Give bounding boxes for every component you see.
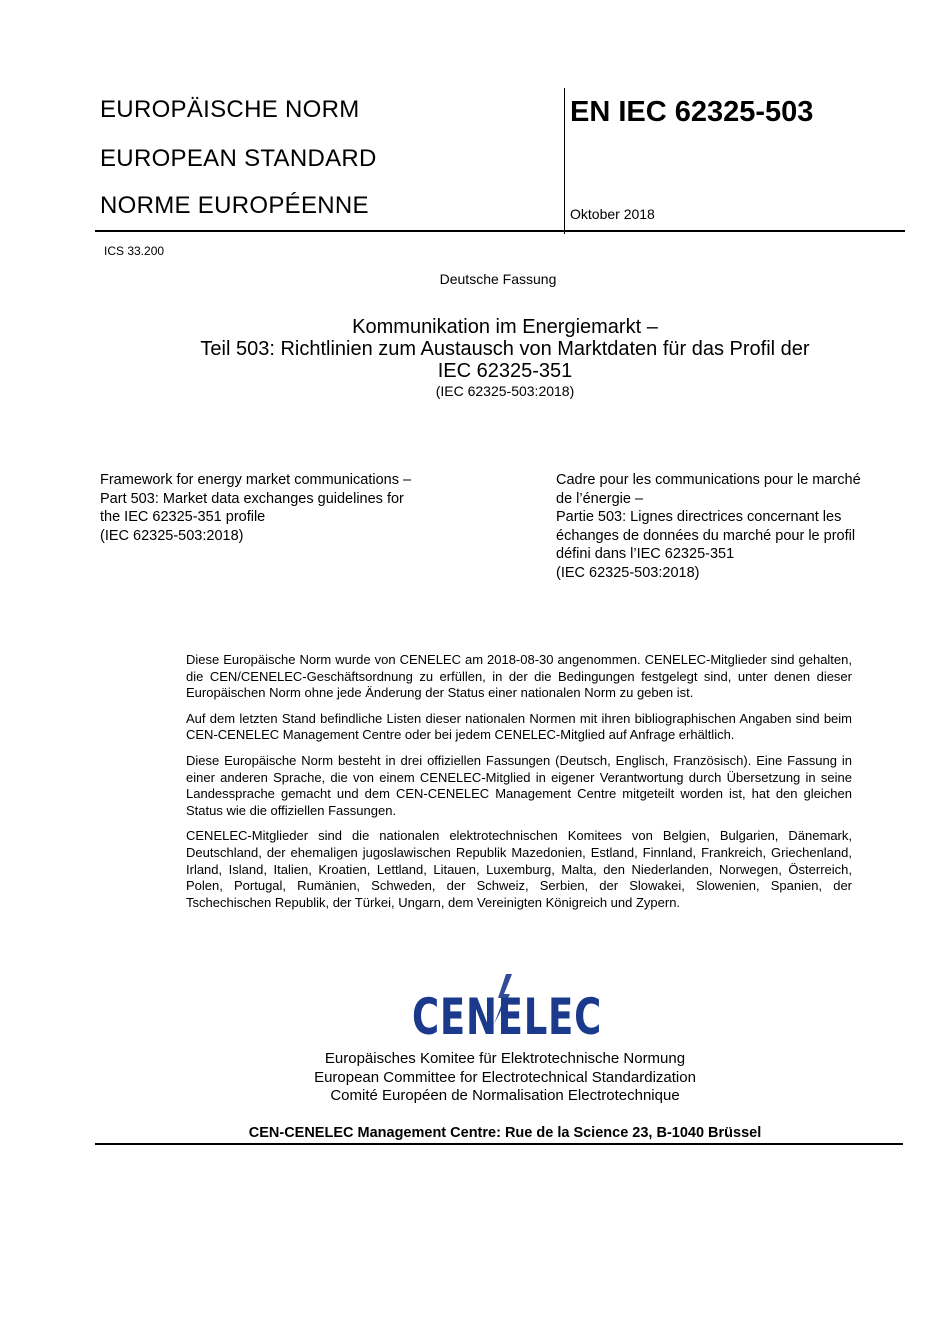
title-fr-line: de l’énergie – [556,490,644,507]
title-en-line: (IEC 62325-503:2018) [100,527,244,544]
management-centre-address: CEN-CENELEC Management Centre: Rue de la Science 23, B-1040 Brüssel [248,1125,762,1141]
title-fr-line: Partie 503: Lignes directrices concernant les [556,509,842,525]
norm-title-fr: NORME EUROPÉENNE [100,192,369,219]
header-divider [564,88,565,234]
title-de [100,316,910,400]
title-en-line: Part 503: Market data exchanges guidelines for [100,490,404,507]
title-line-2: Teil 503: Richtlinien zum Austausch von Marktdaten für das Profil der [200,338,810,360]
footer-rule [95,1143,903,1145]
organization-names [100,1050,910,1106]
legal-text [186,652,852,920]
paragraph-members: CENELEC-Mitglieder sind die nationalen elektrotechnischen Komitees von Belgien, Bulgarien, Dänemark, Deutschland, der ehemaligen jugoslawischen Republik Mazedonien, Estland, Finnland, Frankreich, Griechenland, Irland, Island, Italien, Kroatien, Lettland, Litauen, Luxemburg, Malta, den Niederlanden, Norwegen, Österreich, Polen, Portugal, Rumänien, Schweden, der Schweiz, Serbien, der Slowakei, Slowenien, Spanien, der Tschechischen Republik, der Türkei, Ungarn, dem Vereinigten Königreich und Zypern. [186,828,852,910]
logo-text: CENELEC [412,988,602,1046]
title-fr [556,471,861,582]
ics-code: ICS 33.200 [104,244,165,258]
paragraph-lists: Auf dem letzten Stand befindliche Listen dieser nationalen Normen mit ihren bibliographischen Angaben sind beim CEN-CENELEC Management Centre oder bei jedem CENELEC-Mitglied auf Anfrage erhältlich. [186,710,852,743]
title-fr-line: (IEC 62325-503:2018) [556,564,700,581]
norm-title-en: EUROPEAN STANDARD [100,145,377,172]
title-fr-line: échanges de données du marché pour le profil [556,527,856,544]
title-fr-line: défini dans l’IEC 62325-351 [556,546,735,562]
organization-fr: Comité Européen de Normalisation Electrotechnique [330,1087,680,1104]
document-number: EN IEC 62325-503 [570,96,814,128]
paragraph-adoption: Diese Europäische Norm wurde von CENELEC am 2018-08-30 angenommen. CENELEC-Mitglieder sind gehalten, die CEN/CENELEC-Geschäftsordnung zu erfüllen, in der die Bedingungen festgelegt sind, unter denen dieser Europäischen Norm ohne jede Änderung der Status einer nationalen Norm zu geben ist. [186,652,852,701]
title-fr-line: Cadre pour les communications pour le marché [556,472,861,488]
paragraph-versions: Diese Europäische Norm besteht in drei offiziellen Fassungen (Deutsch, Englisch, Französisch). Eine Fassung in einer anderen Sprache, die von einem CENELEC-Mitglied in eigener Verantwortung durch Übersetzung in seine Landessprache gemacht und dem CEN-CENELEC Management Centre mitgeteilt worden ist, hat den gleichen Status wie die offiziellen Fassungen. [186,752,852,818]
version-label: Deutsche Fassung [439,271,557,287]
title-en-line: the IEC 62325-351 profile [100,509,266,525]
publication-date: Oktober 2018 [570,206,655,222]
title-en-line: Framework for energy market communications – [100,472,412,488]
organization-de: Europäisches Komitee für Elektrotechnische Normung [324,1050,686,1067]
title-reference: (IEC 62325-503:2018) [435,383,575,399]
title-en [100,471,411,545]
title-line-1: Kommunikation im Energiemarkt – [352,316,658,338]
title-line-3: IEC 62325-351 [437,360,573,382]
header-rule [95,230,905,232]
cenelec-logo [410,972,605,1052]
norm-title-de: EUROPÄISCHE NORM [100,96,360,123]
organization-en: European Committee for Electrotechnical Standardization [314,1068,696,1086]
